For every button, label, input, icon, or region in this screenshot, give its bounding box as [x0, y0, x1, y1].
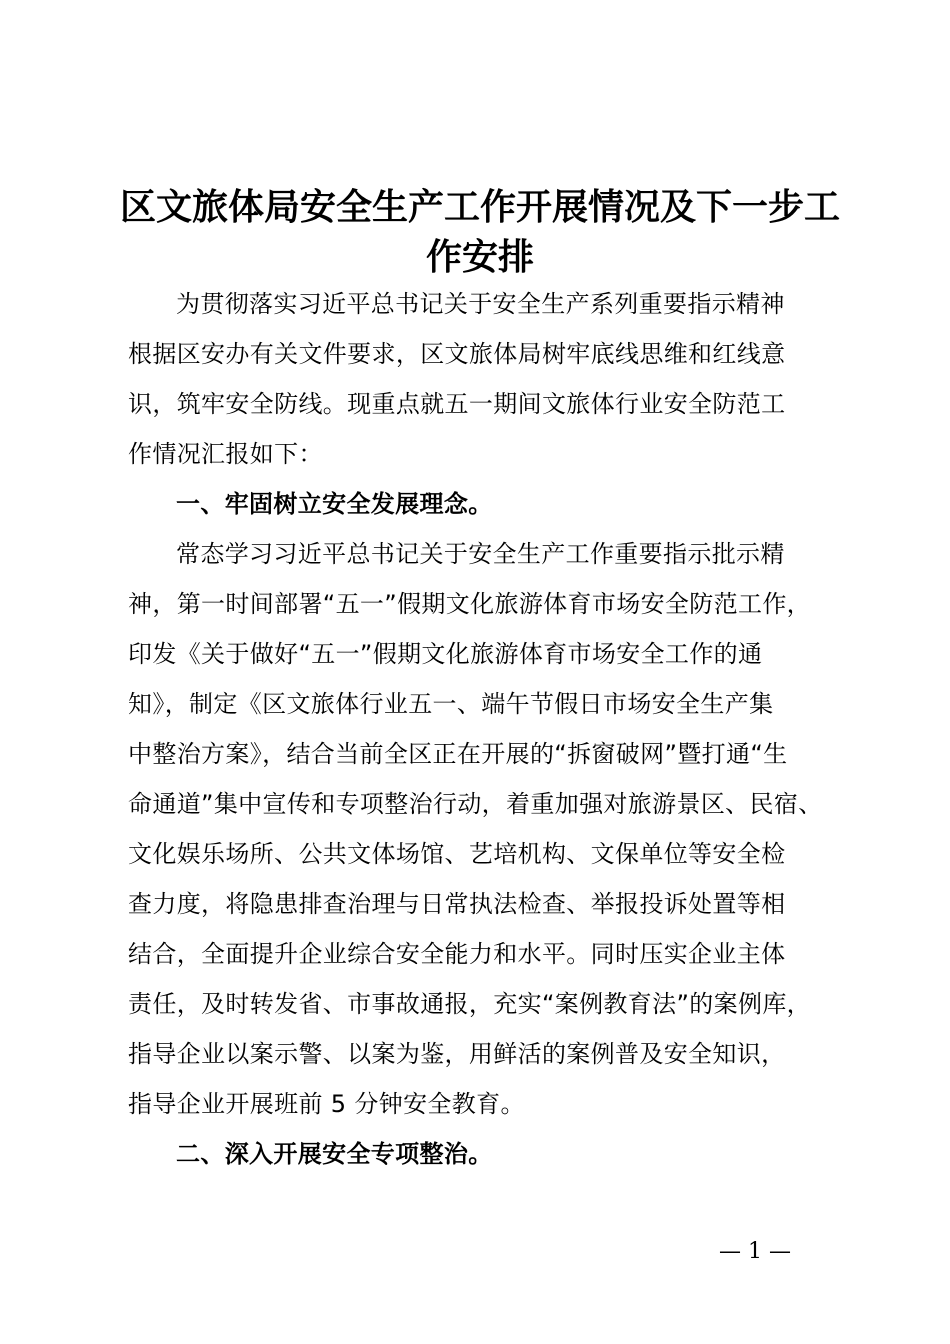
intro-line-1: 为贯彻落实习近平总书记关于安全生产系列重要指示精神: [176, 290, 785, 318]
section-1-line-8: 查力度，将隐患排查治理与日常执法检查、举报投诉处置等相: [128, 890, 786, 918]
document-title-line-1: 区文旅体局安全生产工作开展情况及下一步工: [119, 187, 840, 228]
section-1-line-3: 印发《关于做好“五一”假期文化旅游体育市场安全工作的通: [128, 640, 763, 668]
section-1-line-7: 文化娱乐场所、公共文体场馆、艺培机构、文保单位等安全检: [128, 840, 786, 868]
section-1-line-4: 知》，制定《区文旅体行业五一、端午节假日市场安全生产集: [128, 690, 774, 718]
section-1-line-12: 指导企业开展班前 5 分钟安全教育。: [128, 1090, 525, 1118]
intro-line-3: 识，筑牢安全防线。现重点就五一期间文旅体行业安全防范工: [128, 390, 786, 418]
section-1-heading: 一、牢固树立安全发展理念。: [176, 490, 493, 518]
section-1-line-10: 责任，及时转发省、市事故通报，充实“案例教育法”的案例库，: [128, 990, 812, 1018]
section-1-line-2: 神，第一时间部署“五一”假期文化旅游体育市场安全防范工作，: [128, 590, 812, 618]
section-1-line-5: 中整治方案》，结合当前全区正在开展的“拆窗破网”暨打通“生: [128, 740, 788, 768]
section-1-line-9: 结合，全面提升企业综合安全能力和水平。同时压实企业主体: [128, 940, 786, 968]
page-number: — 1 —: [719, 1239, 791, 1264]
intro-line-4: 作情况汇报如下：: [128, 440, 323, 468]
document-title-line-2: 作安排: [425, 237, 534, 278]
section-2-heading: 二、深入开展安全专项整治。: [176, 1140, 493, 1168]
section-1-line-6: 命通道”集中宣传和专项整治行动，着重加强对旅游景区、民宿、: [128, 790, 823, 818]
section-1-line-1: 常态学习习近平总书记关于安全生产工作重要指示批示精: [176, 540, 785, 568]
intro-line-2: 根据区安办有关文件要求，区文旅体局树牢底线思维和红线意: [128, 340, 786, 368]
section-1-line-11: 指导企业以案示警、以案为鉴，用鲜活的案例普及安全知识，: [128, 1040, 786, 1068]
